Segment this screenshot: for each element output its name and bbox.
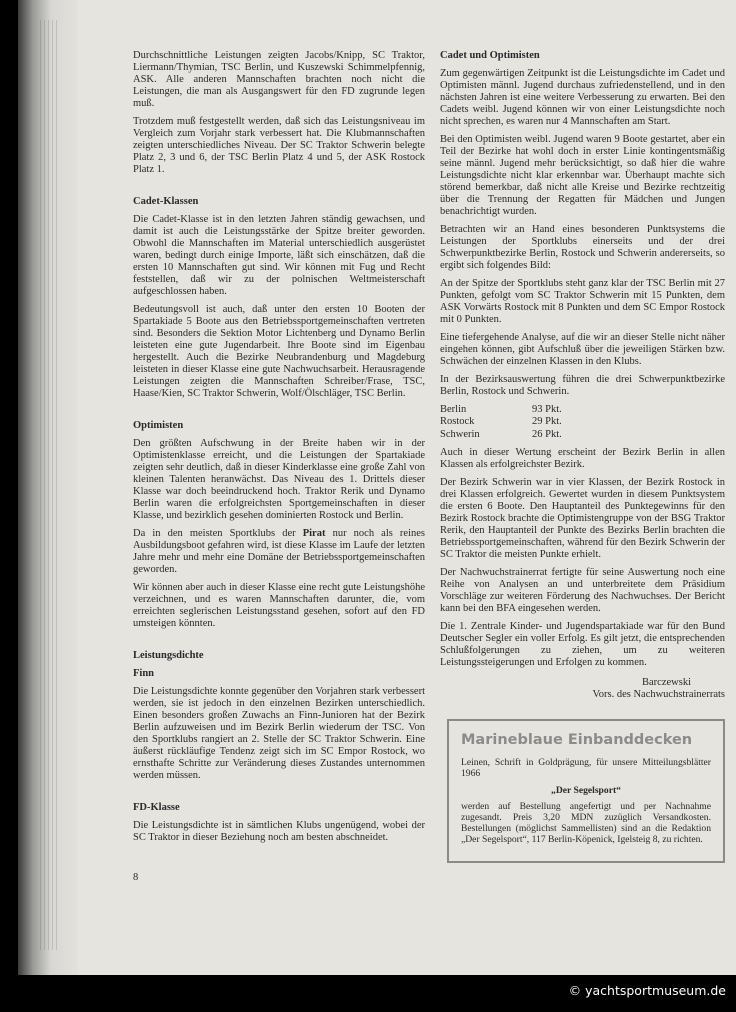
heading-cadet-und-optimisten: Cadet und Optimisten — [440, 50, 540, 61]
advertisement-box — [447, 719, 725, 863]
paragraph: Die Cadet-Klasse ist in den letzten Jahren ständig gewachsen, und damit ist auch die Leistungsstärke der Spitze breiter geworden. Obwohl die Mannschaften im Material unterschiedlich ausgerüstet waren, bedingt durch einige Importe, läßt sich einschätzen, daß die ersten 10 Mannschaften gut sind. Wir können mit Fug und Recht feststellen, daß wir zu der polnischen Weltmeisterschaft aufgeschlossen haben. — [133, 214, 425, 297]
signature — [440, 677, 725, 701]
left-column — [133, 50, 425, 884]
paragraph: In der Bezirksauswertung führen die drei Schwerpunktbezirke Berlin, Rostock und Schwerin. — [440, 374, 725, 397]
paragraph: Den größten Aufschwung in der Breite haben wir in der Optimistenklasse erreicht, und die Leistungen der Spartakiade zeigten sehr deutlich, daß in dieser Kinderklasse eine große Zahl von kleinen Talenten heranwächst. Das Niveau des 1. Drittels dieser Klasse war doch beeindruckend hoch. Traktor Rerik und Dynamo Berlin waren die erfolgreichsten Sportgemeinschaften in dieser Klasse, und bezirklich gesehen dominierten Rostock und Berlin. — [133, 438, 425, 521]
page-number: 8 — [133, 872, 139, 883]
paragraph: Betrachten wir an Hand eines besonderen Punktsystems die Leistungen der Sportklubs einerseits und der drei Schwerpunktbezirke Berlin, Rostock und Schwerin andererseits, so ergibt sich folgendes Bild: — [440, 224, 725, 271]
district-points: 29 Pkt. — [532, 416, 562, 428]
pirat-class-name: Pirat — [302, 528, 326, 539]
paragraph: Eine tiefergehende Analyse, auf die wir an dieser Stelle nicht näher eingehen können, gibt Aufschluß über die jeweiligen Stärken bzw. Schwächen der einzelnen Klassen in den Klubs. — [440, 332, 725, 367]
signature-role: Vors. des Nachwuchstrainerrats — [592, 689, 725, 701]
text-run: Da in den meisten Sportklubs der — [133, 528, 303, 539]
paragraph: Die Leistungsdichte konnte gegenüber den Vorjahren stark verbessert werden, sie ist jedoch in den einzelnen Bezirken unterschiedlich. Einen besonders großen Zuwachs an Finn-Junioren hat der Bezirk Berlin aufzuweisen und im Bezirk Berlin wiederum der TSC. Von den Sportklubs rangiert an 2. Stelle der SC Traktor Schwerin. Eine äußerst rückläufige Tendenz zeigt sich im SC Empor Rostock, wo ernsthafte Schritte zur Veränderung dieses Zustandes unternommen werden müssen. — [133, 686, 425, 781]
page-edge-lines — [40, 20, 60, 950]
heading-fd-klasse: FD-Klasse — [133, 802, 180, 813]
heading-optimisten: Optimisten — [133, 420, 184, 431]
text-run: nur noch als reines Ausbildungsboot gefahren wird, ist diese Klasse im Laufe der letzten Jahre mehr und mehr eine Domäne der Betriebssportgemeinschaften geworden. — [133, 528, 425, 575]
paragraph: An der Spitze der Sportklubs steht ganz klar der TSC Berlin mit 27 Punkten, gefolgt vom SC Traktor Schwerin mit 15 Punkten, dem ASK Vorwärts Rostock mit 8 Punkten und dem SC Empor Rostock mit 0 Punkten. — [440, 278, 725, 325]
book-page-edges — [18, 0, 78, 975]
paragraph: Durchschnittliche Leistungen zeigten Jacobs/Knipp, SC Traktor, Liermann/Thymian, TSC Berlin, und Kuszewski Schimmelpfennig, ASK. Alle anderen Mannschaften brachten noch nicht die Leistungen, die man als Ausgangswert für den FD zugrunde legen muß. — [133, 50, 425, 109]
paragraph: Wir können aber auch in dieser Klasse eine recht gute Leistungshöhe verzeichnen, und es waren Mannschaften darunter, die, vom erreichten seglerischen Leistungsstand gesehen, sofort auf den FD umsteigen könnten. — [133, 582, 425, 629]
paragraph: Auch in dieser Wertung erscheint der Bezirk Berlin in allen Klassen als erfolgreichster Bezirk. — [440, 447, 725, 471]
right-column — [440, 50, 725, 863]
ad-publication-name: „Der Segelsport“ — [551, 785, 621, 797]
paragraph: Bei den Optimisten weibl. Jugend waren 9 Boote gestartet, aber ein Teil der Bezirke hat wohl doch in erster Linie kontingentsmäßig seine männl. Jugend mehr berücksichtigt, so daß hier die wahre Leistungsdichte nicht klar erkennbar war. Überhaupt machte sich störend bemerkbar, daß nicht alle Kreise und Bezirke rechtzeitig über die Trennung der Regatten für Mädchen und Jungen benachrichtigt wurden. — [440, 134, 725, 217]
ad-title: Marineblaue Einbanddecken — [461, 732, 693, 749]
district-name: Berlin — [440, 404, 467, 415]
district-points: 26 Pkt. — [532, 428, 562, 440]
paragraph: Trotzdem muß festgestellt werden, daß sich das Leistungsniveau im Vergleich zum Vorjahr stark verbessert hat. Die Klubmannschaften zeigten unterschiedliches Niveau. Der SC Traktor Schwerin belegte Platz 2, 3 und 6, der TSC Berlin Platz 4 und 5, der ASK Rostock Platz 1. — [133, 116, 425, 175]
ad-text: werden auf Bestellung angefertigt und per Nachnahme zugesandt. Preis 3,20 MDN zuzüglich Versandkosten. Bestellungen (möglichst Sammellisten) sind an die Redaktion „Der Segelsport“, 117 Berlin-Köpenick, Igelsteig 8, zu richten. — [461, 801, 711, 846]
district-ranking-table — [440, 404, 725, 441]
heading-finn: Finn — [133, 668, 155, 679]
signature-name: Barczewski — [642, 677, 691, 689]
table-row — [440, 429, 725, 441]
heading-cadet-klassen: Cadet-Klassen — [133, 196, 199, 207]
ad-text: Leinen, Schrift in Goldprägung, für unsere Mitteilungsblätter 1966 — [461, 757, 711, 780]
district-name: Schwerin — [440, 428, 480, 440]
district-points: 93 Pkt. — [532, 404, 562, 415]
heading-leistungsdichte: Leistungsdichte — [133, 650, 204, 661]
table-row — [440, 404, 725, 416]
table-row — [440, 416, 725, 428]
paragraph: Zum gegenwärtigen Zeitpunkt ist die Leistungsdichte im Cadet und Optimisten männl. Jugend durchaus zufriedenstellend, und in den nächsten Jahren ist eine weitere Verbesserung zu erwarten. Bei den Cadets weibl. Jugend können wir von einer Leistungsdichte noch nicht sprechen, es waren nur 4 Mannschaften am Start. — [440, 68, 725, 127]
watermark: © yachtsportmuseum.de — [568, 983, 726, 998]
district-name: Rostock — [440, 416, 475, 428]
paragraph: Bedeutungsvoll ist auch, daß unter den ersten 10 Booten der Spartakiade 5 Boote aus den Betriebssportgemeinschaften vertreten sind. Besonders die Sektion Motor Lichtenberg und Dynamo Berlin leisteten eine gute Jugendarbeit. Ihre Boote sind im Eigenbau hergestellt. Auch die Bezirke Neubrandenburg und Magdeburg leisteten in dieser Klasse eine gute Nachwuchsarbeit. Herausragende Leistungen zeigten die Mannschaften Schreiber/Frase, TSC, Haase/Kien, SC Traktor Schwerin, Wolf/Ölschläger, TSC Berlin. — [133, 304, 425, 399]
paragraph: Der Bezirk Schwerin war in vier Klassen, der Bezirk Rostock in drei Klassen erfolgreich. Gewertet wurden in diesem Punktsystem die ersten 6 Boote. Den Hauptanteil des Punktegewinns für den Bezirk Rostock brachte die Optimistengruppe von der BSG Traktor Rerik, den Hauptanteil der Punkte des Bezirks Berlin brachten die Betriebssportgemeinschaften, während für den Bezirk Schwerin der SC Traktor die meisten Punkte erhielt. — [440, 477, 725, 561]
paragraph: Die Leistungsdichte ist in sämtlichen Klubs ungenügend, wobei der SC Traktor in dieser Beziehung noch am besten abschneidet. — [133, 820, 425, 843]
paragraph: Die 1. Zentrale Kinder- und Jugendspartakiade war für den Bund Deutscher Segler ein voller Erfolg. Es gilt jetzt, die entsprechenden Schlußfolgerungen zu ziehen, um zu weiteren Leistungssteigerungen und Erfolgen zu kommen. — [440, 621, 725, 669]
paragraph — [133, 528, 425, 576]
paragraph: Der Nachwuchstrainerrat fertigte für seine Auswertung noch eine Reihe von Analysen an und unterbreitete dem Präsidium Vorschläge zur weiteren Förderung des Nachwuchses. Der Bericht kann bei den BFA eingesehen werden. — [440, 567, 725, 615]
